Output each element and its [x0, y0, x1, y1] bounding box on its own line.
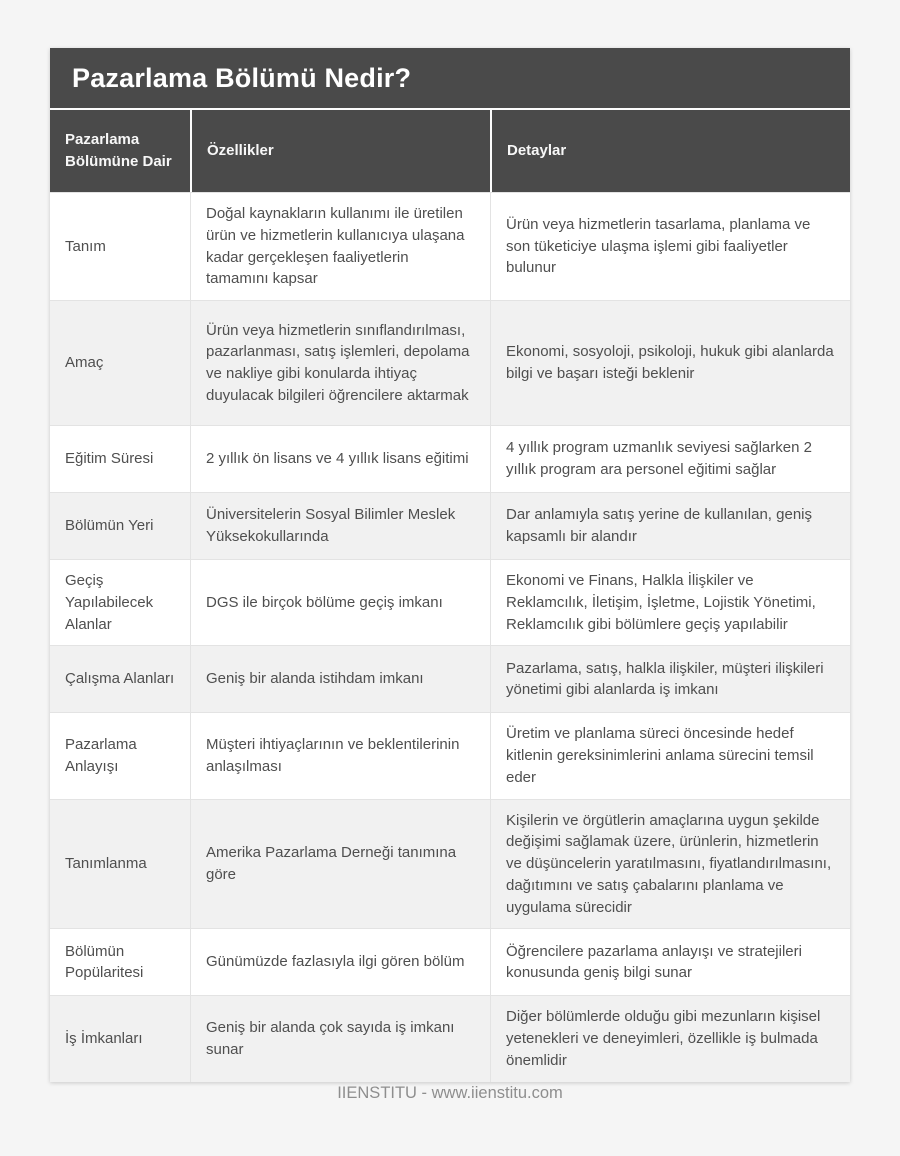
- table-row: [50, 192, 850, 300]
- footer-credit: IIENSTITU - www.iienstitu.com: [337, 1084, 563, 1102]
- cell-ozellikler: 2 yıllık ön lisans ve 4 yıllık lisans eğitimi: [190, 426, 490, 492]
- table-row: [50, 928, 850, 995]
- table-row: [50, 645, 850, 712]
- column-header-ozellikler: Özellikler: [190, 110, 490, 192]
- cell-detaylar: Dar anlamıyla satış yerine de kullanılan, geniş kapsamlı bir alandır: [490, 493, 850, 559]
- cell-ozellikler: Geniş bir alanda istihdam imkanı: [190, 646, 490, 712]
- cell-ozellikler: Günümüzde fazlasıyla ilgi gören bölüm: [190, 929, 490, 995]
- cell-label: Çalışma Alanları: [65, 670, 175, 688]
- table-row: [50, 712, 850, 798]
- page-title: Pazarlama Bölümü Nedir?: [50, 48, 850, 110]
- cell-detaylar: Üretim ve planlama süreci öncesinde hedef kitlenin gereksinimlerini anlama sürecini temsil eder: [490, 713, 850, 798]
- cell-label: Tanımlanma: [65, 855, 147, 872]
- cell-detaylar: Pazarlama, satış, halkla ilişkiler, müşteri ilişkileri yönetimi gibi alanlarda iş imkanı: [490, 646, 850, 712]
- cell-label: Amaç: [65, 354, 104, 372]
- table-row: [50, 492, 850, 559]
- table-row: [50, 799, 850, 929]
- cell-label: Pazarlama Anlayışı: [65, 736, 137, 775]
- cell-detaylar: Diğer bölümlerde olduğu gibi mezunların kişisel yetenekleri ve deneyimleri, özellikle iş bulmada önemlidir: [490, 996, 850, 1081]
- column-header-pazarlama-bolumune-dair: Pazarlama Bölümüne Dair: [65, 131, 172, 170]
- cell-label: Eğitim Süresi: [65, 450, 154, 468]
- cell-label: Tanım: [65, 237, 106, 255]
- cell-ozellikler: Ürün veya hizmetlerin sınıflandırılması, pazarlanması, satış işlemleri, depolama ve nakliye gibi konularda ihtiyaç duyulacak bilgileri öğrencilere aktarmak: [190, 301, 490, 425]
- column-header-detaylar: Detaylar: [490, 110, 850, 192]
- table-row: [50, 559, 850, 645]
- cell-ozellikler: Amerika Pazarlama Derneği tanımına göre: [190, 800, 490, 929]
- cell-detaylar: Kişilerin ve örgütlerin amaçlarına uygun şekilde değişimi sağlamak üzere, ürünlerin, hizmetlerin ve düşüncelerin yaratılmasını, fiyatlandırılmasını, dağıtımını ve satış çabalarını planlama ve uygulama sürecidir: [490, 800, 850, 929]
- cell-ozellikler: DGS ile birçok bölüme geçiş imkanı: [190, 560, 490, 645]
- table-row: [50, 300, 850, 425]
- table-body: [50, 192, 850, 1082]
- cell-ozellikler: Müşteri ihtiyaçlarının ve beklentilerinin anlaşılması: [190, 713, 490, 798]
- cell-detaylar: Ürün veya hizmetlerin tasarlama, planlama ve son tüketiciye ulaşma işlemi gibi faaliyetler bulunur: [490, 193, 850, 300]
- marketing-department-table: [50, 48, 850, 1082]
- cell-detaylar: Ekonomi ve Finans, Halkla İlişkiler ve Reklamcılık, İletişim, İşletme, Lojistik Yönetimi, Reklamcılık gibi bölümlere geçiş yapılabilir: [490, 560, 850, 645]
- table-row: [50, 425, 850, 492]
- cell-detaylar: 4 yıllık program uzmanlık seviyesi sağlarken 2 yıllık program ara personel eğitimi sağlar: [490, 426, 850, 492]
- cell-detaylar: Ekonomi, sosyoloji, psikoloji, hukuk gibi alanlarda bilgi ve başarı isteği beklenir: [490, 301, 850, 425]
- cell-label: Geçiş Yapılabilecek Alanlar: [65, 572, 154, 633]
- cell-label: İş İmkanları: [65, 1030, 143, 1047]
- cell-ozellikler: Geniş bir alanda çok sayıda iş imkanı sunar: [190, 996, 490, 1081]
- table-row: [50, 995, 850, 1081]
- table-header-row: [50, 110, 850, 192]
- cell-ozellikler: Doğal kaynakların kullanımı ile üretilen ürün ve hizmetlerin kullanıcıya ulaşana kadar gerçekleşen faaliyetlerin tamamını kapsar: [190, 193, 490, 300]
- cell-label: Bölümün Popülaritesi: [65, 942, 144, 982]
- cell-ozellikler: Üniversitelerin Sosyal Bilimler Meslek Yüksekokullarında: [190, 493, 490, 559]
- cell-detaylar: Öğrencilere pazarlama anlayışı ve stratejileri konusunda geniş bilgi sunar: [490, 929, 850, 995]
- cell-label: Bölümün Yeri: [65, 517, 154, 535]
